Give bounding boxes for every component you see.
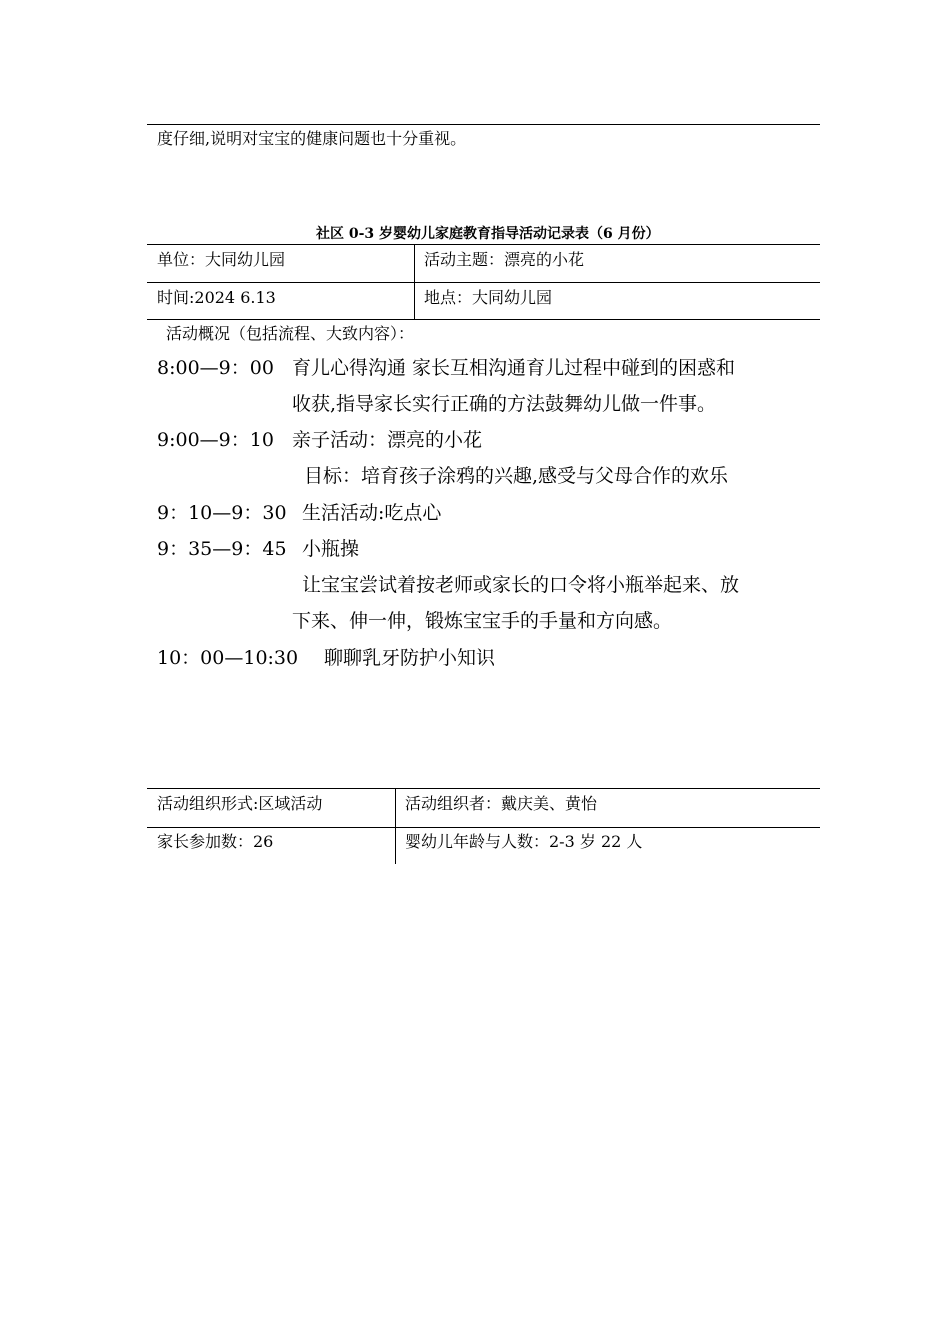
children-cell: 婴幼儿年龄与人数：2-3 岁 22 人 <box>405 832 643 851</box>
theme-cell: 活动主题：漂亮的小花 <box>424 250 585 269</box>
bottom-table-middle-border <box>147 827 820 828</box>
parents-cell: 家长参加数：26 <box>157 832 274 851</box>
top-fragment-text: 度仔细,说明对宝宝的健康问题也十分重视。 <box>157 129 467 148</box>
top-rule <box>147 124 820 125</box>
schedule-text: 小瓶操 <box>302 538 360 560</box>
schedule-text: 育儿心得沟通 家长互相沟通育儿过程中碰到的困惑和 <box>292 357 736 379</box>
form-cell: 活动组织形式:区域活动 <box>157 794 323 813</box>
info-table-divider <box>414 244 415 319</box>
schedule-text: 目标：培育孩子涂鸦的兴趣,感受与父母合作的欢乐 <box>304 465 729 487</box>
schedule-time: 8:00—9：00 <box>157 357 274 379</box>
info-table-bottom-border <box>147 319 820 320</box>
info-table-middle-border <box>147 282 820 283</box>
schedule-time: 9：35—9：45 <box>157 538 287 560</box>
overview-label: 活动概况（包括流程、大致内容）： <box>166 324 415 343</box>
schedule-text: 下来、伸一伸，锻炼宝宝手的手量和方向感。 <box>292 610 673 632</box>
schedule-time: 9:00—9：10 <box>157 429 274 451</box>
place-cell: 地点：大同幼儿园 <box>424 288 553 307</box>
schedule-text: 收获,指导家长实行正确的方法鼓舞幼儿做一件事。 <box>292 393 717 415</box>
form-title: 社区 0-3 岁婴幼儿家庭教育指导活动记录表（6 月份） <box>316 226 660 242</box>
info-table-top-border <box>147 244 820 245</box>
organizer-cell: 活动组织者：戴庆美、黄怡 <box>405 794 598 813</box>
schedule-text: 生活活动:吃点心 <box>302 502 442 524</box>
bottom-table-divider <box>395 788 396 864</box>
schedule-text: 聊聊乳牙防护小知识 <box>324 647 496 669</box>
schedule-text: 亲子活动：漂亮的小花 <box>292 429 483 451</box>
bottom-table-top-border <box>147 788 820 789</box>
unit-cell: 单位：大同幼儿园 <box>157 250 286 269</box>
schedule-time: 10：00—10:30 <box>157 647 299 669</box>
time-cell: 时间:2024 6.13 <box>157 288 276 307</box>
schedule-text: 让宝宝尝试着按老师或家长的口令将小瓶举起来、放 <box>302 574 740 596</box>
schedule-time: 9：10—9：30 <box>157 502 287 524</box>
